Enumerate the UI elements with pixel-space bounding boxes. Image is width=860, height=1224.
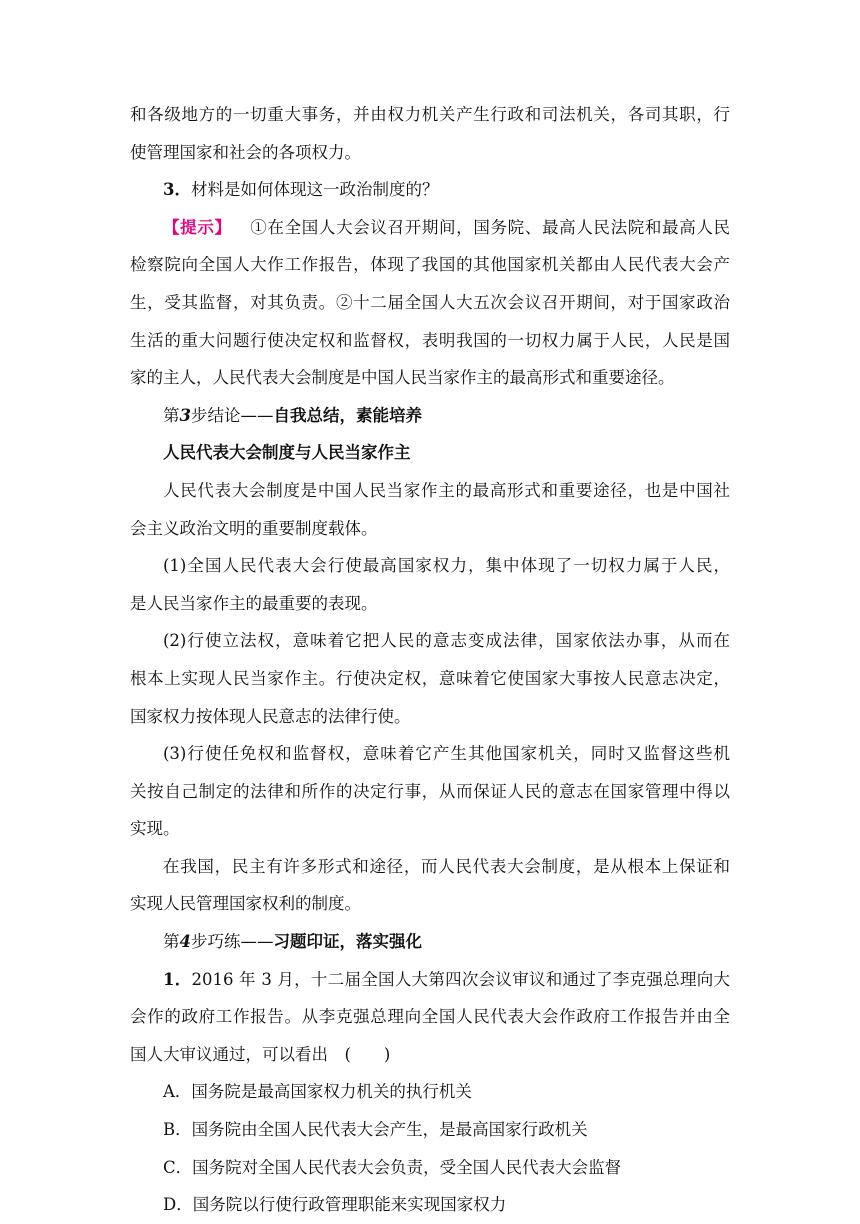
- question-number: 3．: [163, 180, 191, 200]
- paragraph-line: 根本上实现人民当家作主。行使决定权，意味着它使国家大事按人民意志决定，: [130, 668, 730, 688]
- paragraph-line: 实现。: [130, 819, 180, 839]
- paragraph-line: 人民代表大会制度是中国人民当家作主的最高形式和重要途径，也是中国社: [163, 480, 730, 500]
- text-line: 使管理国家和社会的各项权力。: [130, 142, 361, 162]
- step-number: 3: [179, 405, 191, 425]
- hint-text: ①在全国人大会议召开期间，国务院、最高人民法院和最高人民: [249, 217, 730, 237]
- hint-tag: 【提示】: [163, 217, 232, 237]
- question-line: 会作的政府工作报告。从李克强总理向全国人民代表大会作政府工作报告并由全: [130, 1007, 730, 1027]
- step-number: 4: [179, 932, 191, 952]
- paragraph-line: (1)全国人民代表大会行使最高国家权力，集中体现了一切权力属于人民，: [163, 556, 730, 576]
- paragraph-line: (2)行使立法权，意味着它把人民的意志变成法律，国家依法办事，从而在: [163, 631, 730, 651]
- section-heading: 人民代表大会制度与人民当家作主: [163, 443, 411, 463]
- paragraph-line: 国家权力按体现人民意志的法律行使。: [130, 706, 411, 726]
- step-title: 自我总结，素能培养: [273, 405, 422, 425]
- option-d: D．国务院以行使行政管理职能来实现国家权力: [163, 1195, 507, 1215]
- paragraph-line: 实现人民管理国家权利的制度。: [130, 894, 361, 914]
- step-4-heading: 第4步巧练——习题印证，落实强化: [163, 932, 422, 952]
- paragraph-line: 在我国，民主有许多形式和途径，而人民代表大会制度，是从根本上保证和: [163, 856, 730, 876]
- step-3-heading: 第3步结论——自我总结，素能培养: [163, 405, 422, 425]
- question-3: [130, 171, 730, 209]
- option-c: C．国务院对全国人民代表大会负责，受全国人民代表大会监督: [163, 1157, 622, 1177]
- step-title: 习题印证，落实强化: [273, 932, 422, 952]
- paragraph-line: 会主义政治文明的重要制度载体。: [130, 518, 378, 538]
- question-text: 材料是如何体现这一政治制度的？: [190, 180, 439, 200]
- question-text: 2016 年 3 月，十二届全国人大第四次会议审议和通过了李克强总理向大: [191, 969, 730, 989]
- paragraph-line: 关按自己制定的法律和所作的决定行事，从而保证人民的意志在国家管理中得以: [130, 781, 730, 801]
- hint-line: 生，受其监督，对其负责。②十二届全国人大五次会议召开期间，对于国家政治: [130, 292, 730, 312]
- hint-line: 检察院向全国人大作工作报告，体现了我国的其他国家机关都由人民代表大会产: [130, 255, 730, 275]
- text-line: 和各级地方的一切重大事务，并由权力机关产生行政和司法机关，各司其职，行: [130, 105, 730, 124]
- hint-line: [130, 209, 730, 247]
- option-a: A．国务院是最高国家权力机关的执行机关: [163, 1082, 472, 1102]
- question-1: [130, 961, 730, 999]
- document-page: [130, 96, 730, 1224]
- hint-line: 家的主人，人民代表大会制度是中国人民当家作主的最高形式和重要途径。: [130, 368, 675, 388]
- paragraph-line: (3)行使任免权和监督权，意味着它产生其他国家机关，同时又监督这些机: [163, 744, 730, 764]
- question-line: 国人大审议通过，可以看出 ( ): [130, 1044, 391, 1064]
- paragraph-line: 是人民当家作主的最重要的表现。: [130, 593, 378, 613]
- hint-line: 生活的重大问题行使决定权和监督权，表明我国的一切权力属于人民，人民是国: [130, 330, 730, 350]
- question-number: 1．: [163, 969, 192, 989]
- option-b: B．国务院由全国人民代表大会产生，是最高国家行政机关: [163, 1120, 588, 1140]
